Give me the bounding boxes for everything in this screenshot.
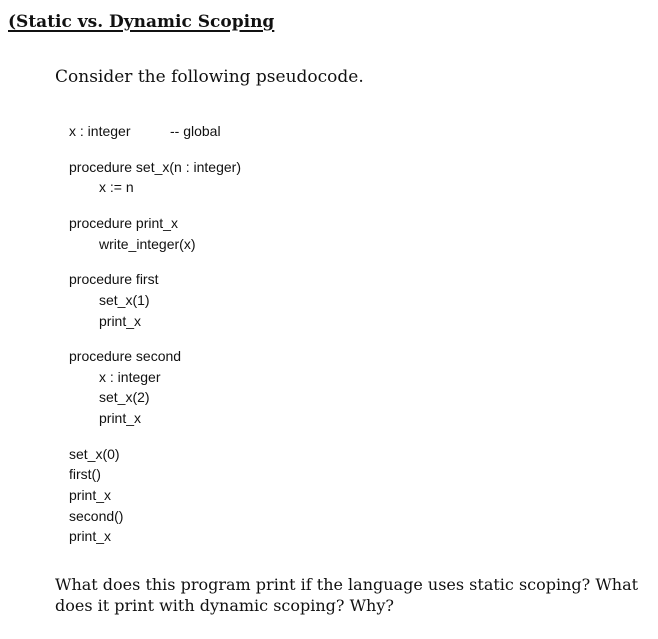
code-main-line: set_x(0) [69,446,120,462]
code-second-body-line: x : integer [99,369,161,385]
code-main-line: print_x [69,528,112,544]
code-main-line: first() [69,466,101,482]
section-heading: (Static vs. Dynamic Scoping [8,12,275,32]
question-line: does it print with dynamic scoping? Why? [55,596,394,615]
question-line: What does this program print if the language uses static scoping? What [55,575,639,594]
code-global-declaration: x : integer [69,123,131,139]
code-second-body-line: set_x(2) [99,389,150,405]
code-second-header: procedure second [69,348,182,364]
code-set-x-body: x := n [99,179,134,195]
code-first-body-line: print_x [99,313,142,329]
code-main-line: second() [69,508,124,524]
code-print-x-body: write_integer(x) [99,236,196,252]
code-global-comment: -- global [170,123,221,139]
code-second-body-line: print_x [99,410,142,426]
intro-text: Consider the following pseudocode. [55,67,364,87]
code-first-body-line: set_x(1) [99,292,150,308]
question-text [55,574,645,616]
code-main-line: print_x [69,487,112,503]
code-print-x-header: procedure print_x [69,215,178,231]
code-first-header: procedure first [69,271,159,287]
code-set-x-header: procedure set_x(n : integer) [69,159,241,175]
